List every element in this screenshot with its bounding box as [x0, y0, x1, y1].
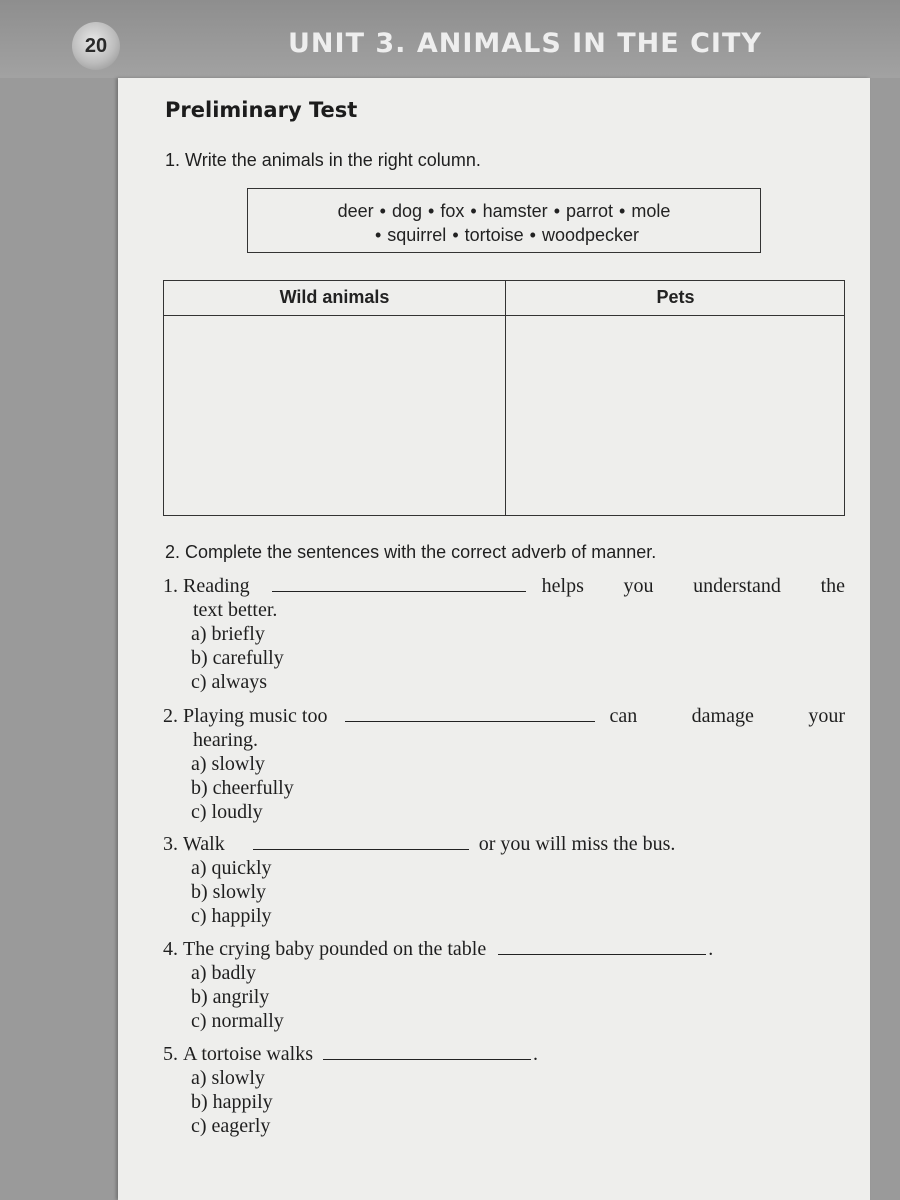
answer-blank[interactable]	[323, 1045, 531, 1060]
option[interactable]: b) slowly	[191, 881, 266, 903]
pets-cell[interactable]	[506, 316, 844, 515]
bullet: •	[379, 201, 386, 221]
option[interactable]: a) slowly	[191, 1067, 265, 1089]
question-continuation: text better.	[193, 599, 278, 621]
answer-blank[interactable]	[345, 707, 595, 722]
animals-table	[163, 280, 845, 516]
word-item: woodpecker	[541, 225, 640, 245]
word: can	[609, 705, 638, 727]
question-text-after	[542, 574, 845, 598]
question-number: 4.	[163, 938, 178, 960]
question-text: Reading	[183, 575, 250, 597]
question-1	[163, 574, 845, 694]
question-text: Walk	[183, 833, 225, 855]
word-bank	[247, 188, 761, 253]
word: understand	[693, 575, 781, 597]
question-number: 3.	[163, 833, 178, 855]
question-text: A tortoise walks	[183, 1043, 313, 1065]
task-2-text: Complete the sentences with the correct adverb of manner.	[185, 542, 657, 562]
question-text-after: or you will miss the bus.	[478, 833, 676, 855]
column-header-wild: Wild animals	[279, 287, 390, 307]
page-number-badge	[72, 22, 120, 70]
bullet: •	[470, 201, 477, 221]
table-header-row	[164, 281, 844, 316]
question-3	[163, 832, 845, 928]
wild-animals-cell[interactable]	[164, 316, 504, 515]
word-item: tortoise	[464, 225, 524, 245]
option[interactable]: c) normally	[191, 1010, 284, 1032]
task-1-number: 1.	[165, 150, 181, 170]
option[interactable]: a) badly	[191, 962, 256, 984]
answer-blank[interactable]	[253, 835, 469, 850]
option[interactable]: b) happily	[191, 1091, 273, 1113]
bullet: •	[553, 201, 560, 221]
option[interactable]: b) carefully	[191, 647, 284, 669]
bullet: •	[452, 225, 459, 245]
word: you	[623, 575, 654, 597]
question-4	[163, 937, 845, 1033]
word-item: mole	[631, 201, 671, 221]
option[interactable]: a) quickly	[191, 857, 272, 879]
question-2	[163, 704, 845, 824]
option[interactable]: c) loudly	[191, 801, 263, 823]
word-item: dog	[391, 201, 423, 221]
task-2-instruction	[165, 542, 656, 563]
unit-title: UNIT 3. ANIMALS IN THE CITY	[288, 28, 762, 59]
word-item: deer	[337, 201, 374, 221]
question-text: Playing music too	[183, 705, 328, 727]
question-number: 5.	[163, 1043, 178, 1065]
option[interactable]: a) slowly	[191, 753, 265, 775]
question-text-after: .	[533, 1043, 538, 1065]
word: the	[820, 575, 845, 597]
bullet: •	[374, 225, 382, 245]
page-number: 20	[84, 34, 108, 57]
bullet: •	[428, 201, 435, 221]
option[interactable]: a) briefly	[191, 623, 265, 645]
question-text-after	[609, 704, 845, 728]
option[interactable]: b) cheerfully	[191, 777, 294, 799]
word: damage	[691, 705, 754, 727]
option[interactable]: c) always	[191, 671, 268, 693]
column-header-pets: Pets	[656, 287, 695, 307]
word-item: fox	[440, 201, 465, 221]
task-1-text: Write the animals in the right column.	[185, 150, 481, 170]
question-5	[163, 1042, 845, 1138]
task-1-instruction	[165, 150, 481, 171]
question-continuation: hearing.	[193, 729, 258, 751]
answer-blank[interactable]	[272, 577, 526, 592]
word-item: parrot	[566, 201, 614, 221]
question-text-after: .	[708, 938, 714, 960]
section-title: Preliminary Test	[165, 98, 358, 122]
question-text: The crying baby pounded on the table	[183, 938, 487, 960]
bullet: •	[529, 225, 536, 245]
word: helps	[541, 575, 584, 597]
option[interactable]: c) eagerly	[191, 1115, 271, 1137]
word-item: squirrel	[387, 225, 447, 245]
word-item: hamster	[482, 201, 548, 221]
question-number: 1.	[163, 575, 178, 597]
answer-blank[interactable]	[498, 940, 706, 955]
word: your	[808, 705, 845, 727]
question-number: 2.	[163, 705, 178, 727]
task-2-number: 2.	[165, 542, 181, 562]
bullet: •	[619, 201, 626, 221]
option[interactable]: b) angrily	[191, 986, 270, 1008]
option[interactable]: c) happily	[191, 905, 272, 927]
